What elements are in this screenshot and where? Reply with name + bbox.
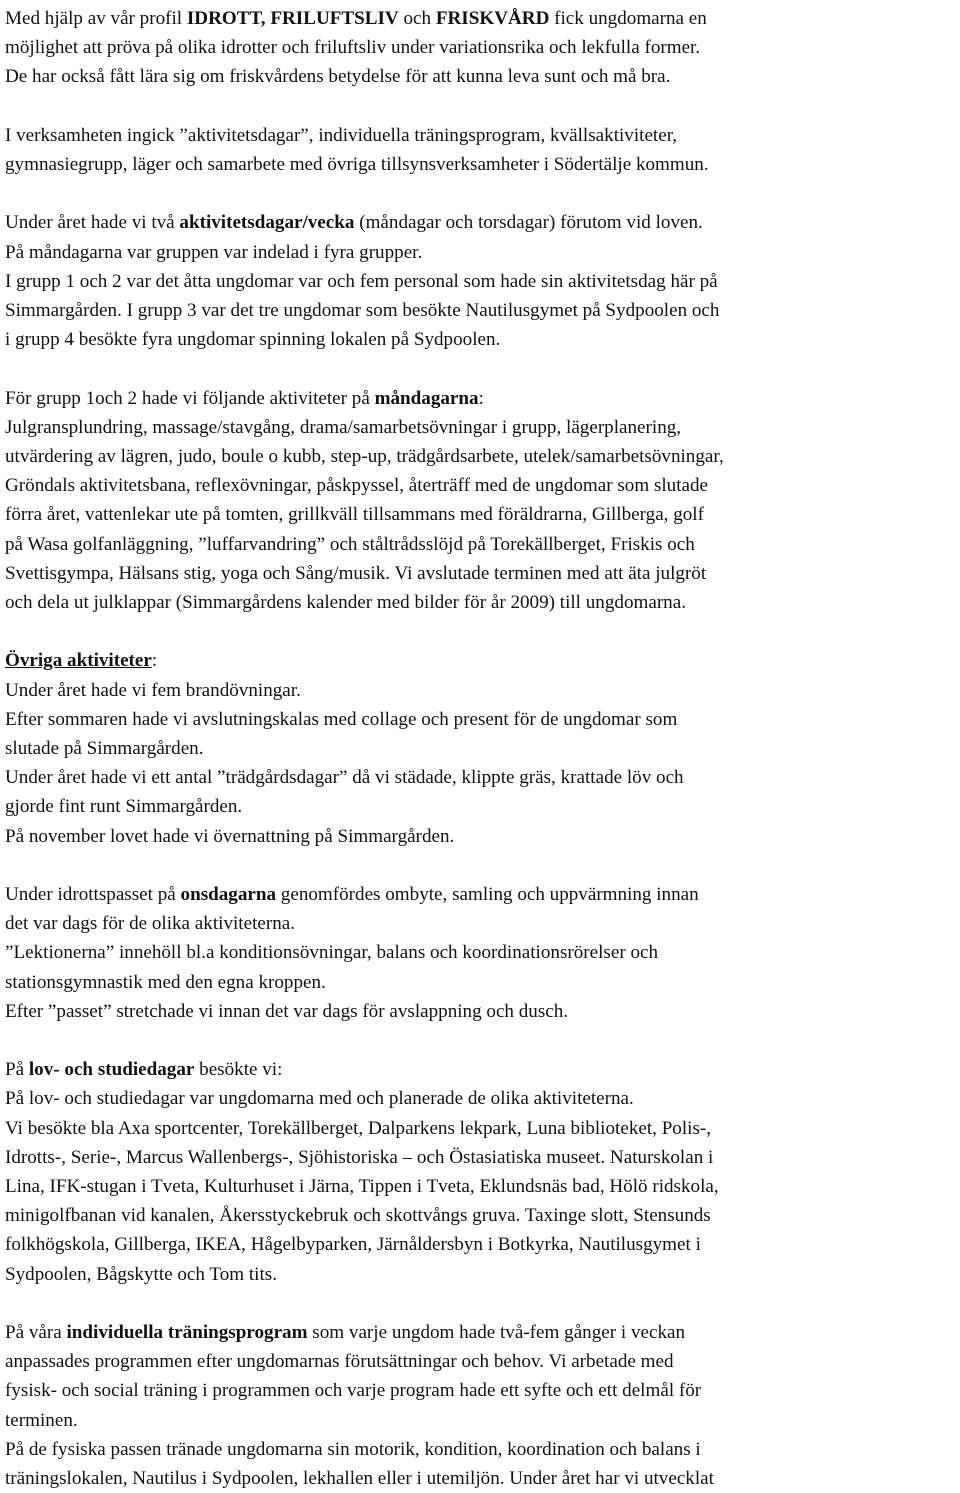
text-line: Svettisgympa, Hälsans stig, yoga och Sång/musik. Vi avslutade terminen med att äta julgröt	[5, 562, 707, 584]
text-line: terminen.	[5, 1409, 78, 1431]
text-line: Efter sommaren hade vi avslutningskalas med collage och present för de ungdomar som	[5, 708, 678, 730]
bold-text: onsdagarna	[180, 884, 277, 906]
text-line: gjorde fint runt Simmargården.	[5, 796, 243, 818]
text-line: stationsgymnastik med den egna kroppen.	[5, 971, 326, 993]
text-line: På våra individuella träningsprogram som varje ungdom hade två-fem gånger i veckan	[5, 1322, 686, 1344]
text-line: Idrotts-, Serie-, Marcus Wallenbergs-, Sjöhistoriska – och Östasiatiska museet. Naturskolan i	[5, 1146, 714, 1168]
text-line: Under året hade vi två aktivitetsdagar/vecka (måndagar och torsdagar) förutom vid loven.	[5, 212, 703, 234]
text-line: Efter ”passet” stretchade vi innan det var dags för avslappning och dusch.	[5, 1000, 569, 1022]
text-line: gymnasiegrupp, läger och samarbete med övriga tillsynsverksamheter i Södertälje kommun.	[5, 154, 709, 175]
bold-text: måndagarna	[374, 387, 479, 409]
paragraph-mandagar	[5, 384, 960, 618]
text-line: På måndagarna var gruppen var indelad i fyra grupper.	[5, 241, 423, 263]
bold-text: FRISKVÅRD	[435, 8, 550, 29]
text-line: ”Lektionerna” innehöll bl.a konditionsövningar, balans och koordinationsrörelser och	[5, 942, 659, 964]
text-line: De har också fått lära sig om friskvårdens betydelse för att kunna leva sunt och må bra.	[5, 66, 671, 88]
bold-text: IDROTT, FRILUFTSLIV	[186, 8, 399, 29]
text-line: Sydpoolen, Bågskytte och Tom tits.	[5, 1263, 277, 1285]
bold-text: aktivitetsdagar/vecka	[179, 212, 355, 234]
bold-text: lov- och studiedagar	[28, 1059, 195, 1081]
text-line: Vi besökte bla Axa sportcenter, Torekällberget, Dalparkens lekpark, Luna biblioteket, Polis-,	[5, 1117, 712, 1139]
text-line: förra året, vattenlekar ute på tomten, grillkväll tillsammans med föräldrarna, Gillberga, golf	[5, 504, 704, 526]
text-line: träningslokalen, Nautilus i Sydpoolen, lekhallen eller i utemiljön. Under året har vi utvecklat	[5, 1468, 714, 1490]
text-line: Under året hade vi ett antal ”trädgårdsdagar” då vi städade, klippte gräs, krattade löv och	[5, 767, 684, 789]
text-line: och dela ut julklappar (Simmargårdens kalender med bilder för år 2009) till ungdomarna.	[5, 592, 686, 614]
text-line: Under idrottspasset på onsdagarna genomfördes ombyte, samling och uppvärmning innan	[5, 884, 699, 906]
text-line: minigolfbanan vid kanalen, Åkersstyckebruk och skottvångs gruva. Taxinge slott, Stensunds	[5, 1205, 711, 1227]
text-line: Lina, IFK-stugan i Tveta, Kulturhuset i Järna, Tippen i Tveta, Eklundsnäs bad, Hölö ridskola,	[5, 1176, 719, 1198]
text-line: Med hjälp av vår profil IDROTT, FRILUFTSLIV och FRISKVÅRD fick ungdomarna en	[5, 8, 707, 29]
text-line: möjlighet att pröva på olika idrotter och friluftsliv under variationsrika och lekfulla former.	[5, 37, 701, 59]
paragraph-profile	[5, 4, 960, 92]
text-line: Simmargården. I grupp 3 var det tre ungdomar som besökte Nautilusgymet på Sydpoolen och	[5, 300, 720, 321]
text-line: folkhögskola, Gillberga, IKEA, Hågelbyparken, Järnåldersbyn i Botkyrka, Nautilusgymet i	[5, 1234, 701, 1256]
text-line: På lov- och studiedagar besökte vi:	[5, 1059, 283, 1081]
paragraph-aktivitetsdagar	[5, 208, 960, 354]
text-line: På lov- och studiedagar var ungdomarna med och planerade de olika aktiviteterna.	[5, 1088, 634, 1110]
text-line: I grupp 1 och 2 var det åtta ungdomar var och fem personal som hade sin aktivitetsdag här på	[5, 270, 718, 292]
text-line: utvärdering av lägren, judo, boule o kubb, step-up, trädgårdsarbete, utelek/samarbetsövningar,	[5, 446, 724, 467]
text-line: på Wasa golfanläggning, ”luffarvandring” och ståltrådsslöjd på Torekällberget, Friskis och	[5, 533, 695, 555]
text-line: slutade på Simmargården.	[5, 738, 204, 760]
section-heading: Övriga aktiviteter:	[5, 650, 158, 672]
paragraph-lov-och-studiedagar	[5, 1055, 960, 1289]
text-line: Julgransplundring, massage/stavgång, drama/samarbetsövningar i grupp, lägerplanering,	[5, 416, 682, 438]
text-line: Under året hade vi fem brandövningar.	[5, 679, 301, 701]
text-line: fysisk- och social träning i programmen och varje program hade ett syfte och ett delmål för	[5, 1380, 702, 1402]
text-line: På november lovet hade vi övernattning på Simmargården.	[5, 825, 455, 847]
text-line: På de fysiska passen tränade ungdomarna sin motorik, kondition, koordination och balans i	[5, 1438, 701, 1460]
paragraph-onsdagar	[5, 880, 960, 1026]
text-line: anpassades programmen efter ungdomarnas förutsättningar och behov. Vi arbetade med	[5, 1351, 674, 1373]
bold-text: individuella träningsprogram	[66, 1322, 308, 1344]
text-line: I verksamheten ingick ”aktivitetsdagar”, individuella träningsprogram, kvällsaktiviteter,	[5, 124, 678, 146]
text-line: Gröndals aktivitetsbana, reflexövningar, påskpyssel, återträff med de ungdomar som slutade	[5, 475, 709, 497]
text-line: För grupp 1och 2 hade vi följande aktiviteter på måndagarna:	[5, 387, 484, 409]
paragraph-traningsprogram	[5, 1318, 960, 1493]
text-line: det var dags för de olika aktiviteterna.	[5, 913, 296, 935]
paragraph-verksamheten	[5, 121, 960, 179]
paragraph-ovriga-aktiviteter	[5, 646, 960, 850]
text-line: i grupp 4 besökte fyra ungdomar spinning lokalen på Sydpoolen.	[5, 329, 501, 351]
